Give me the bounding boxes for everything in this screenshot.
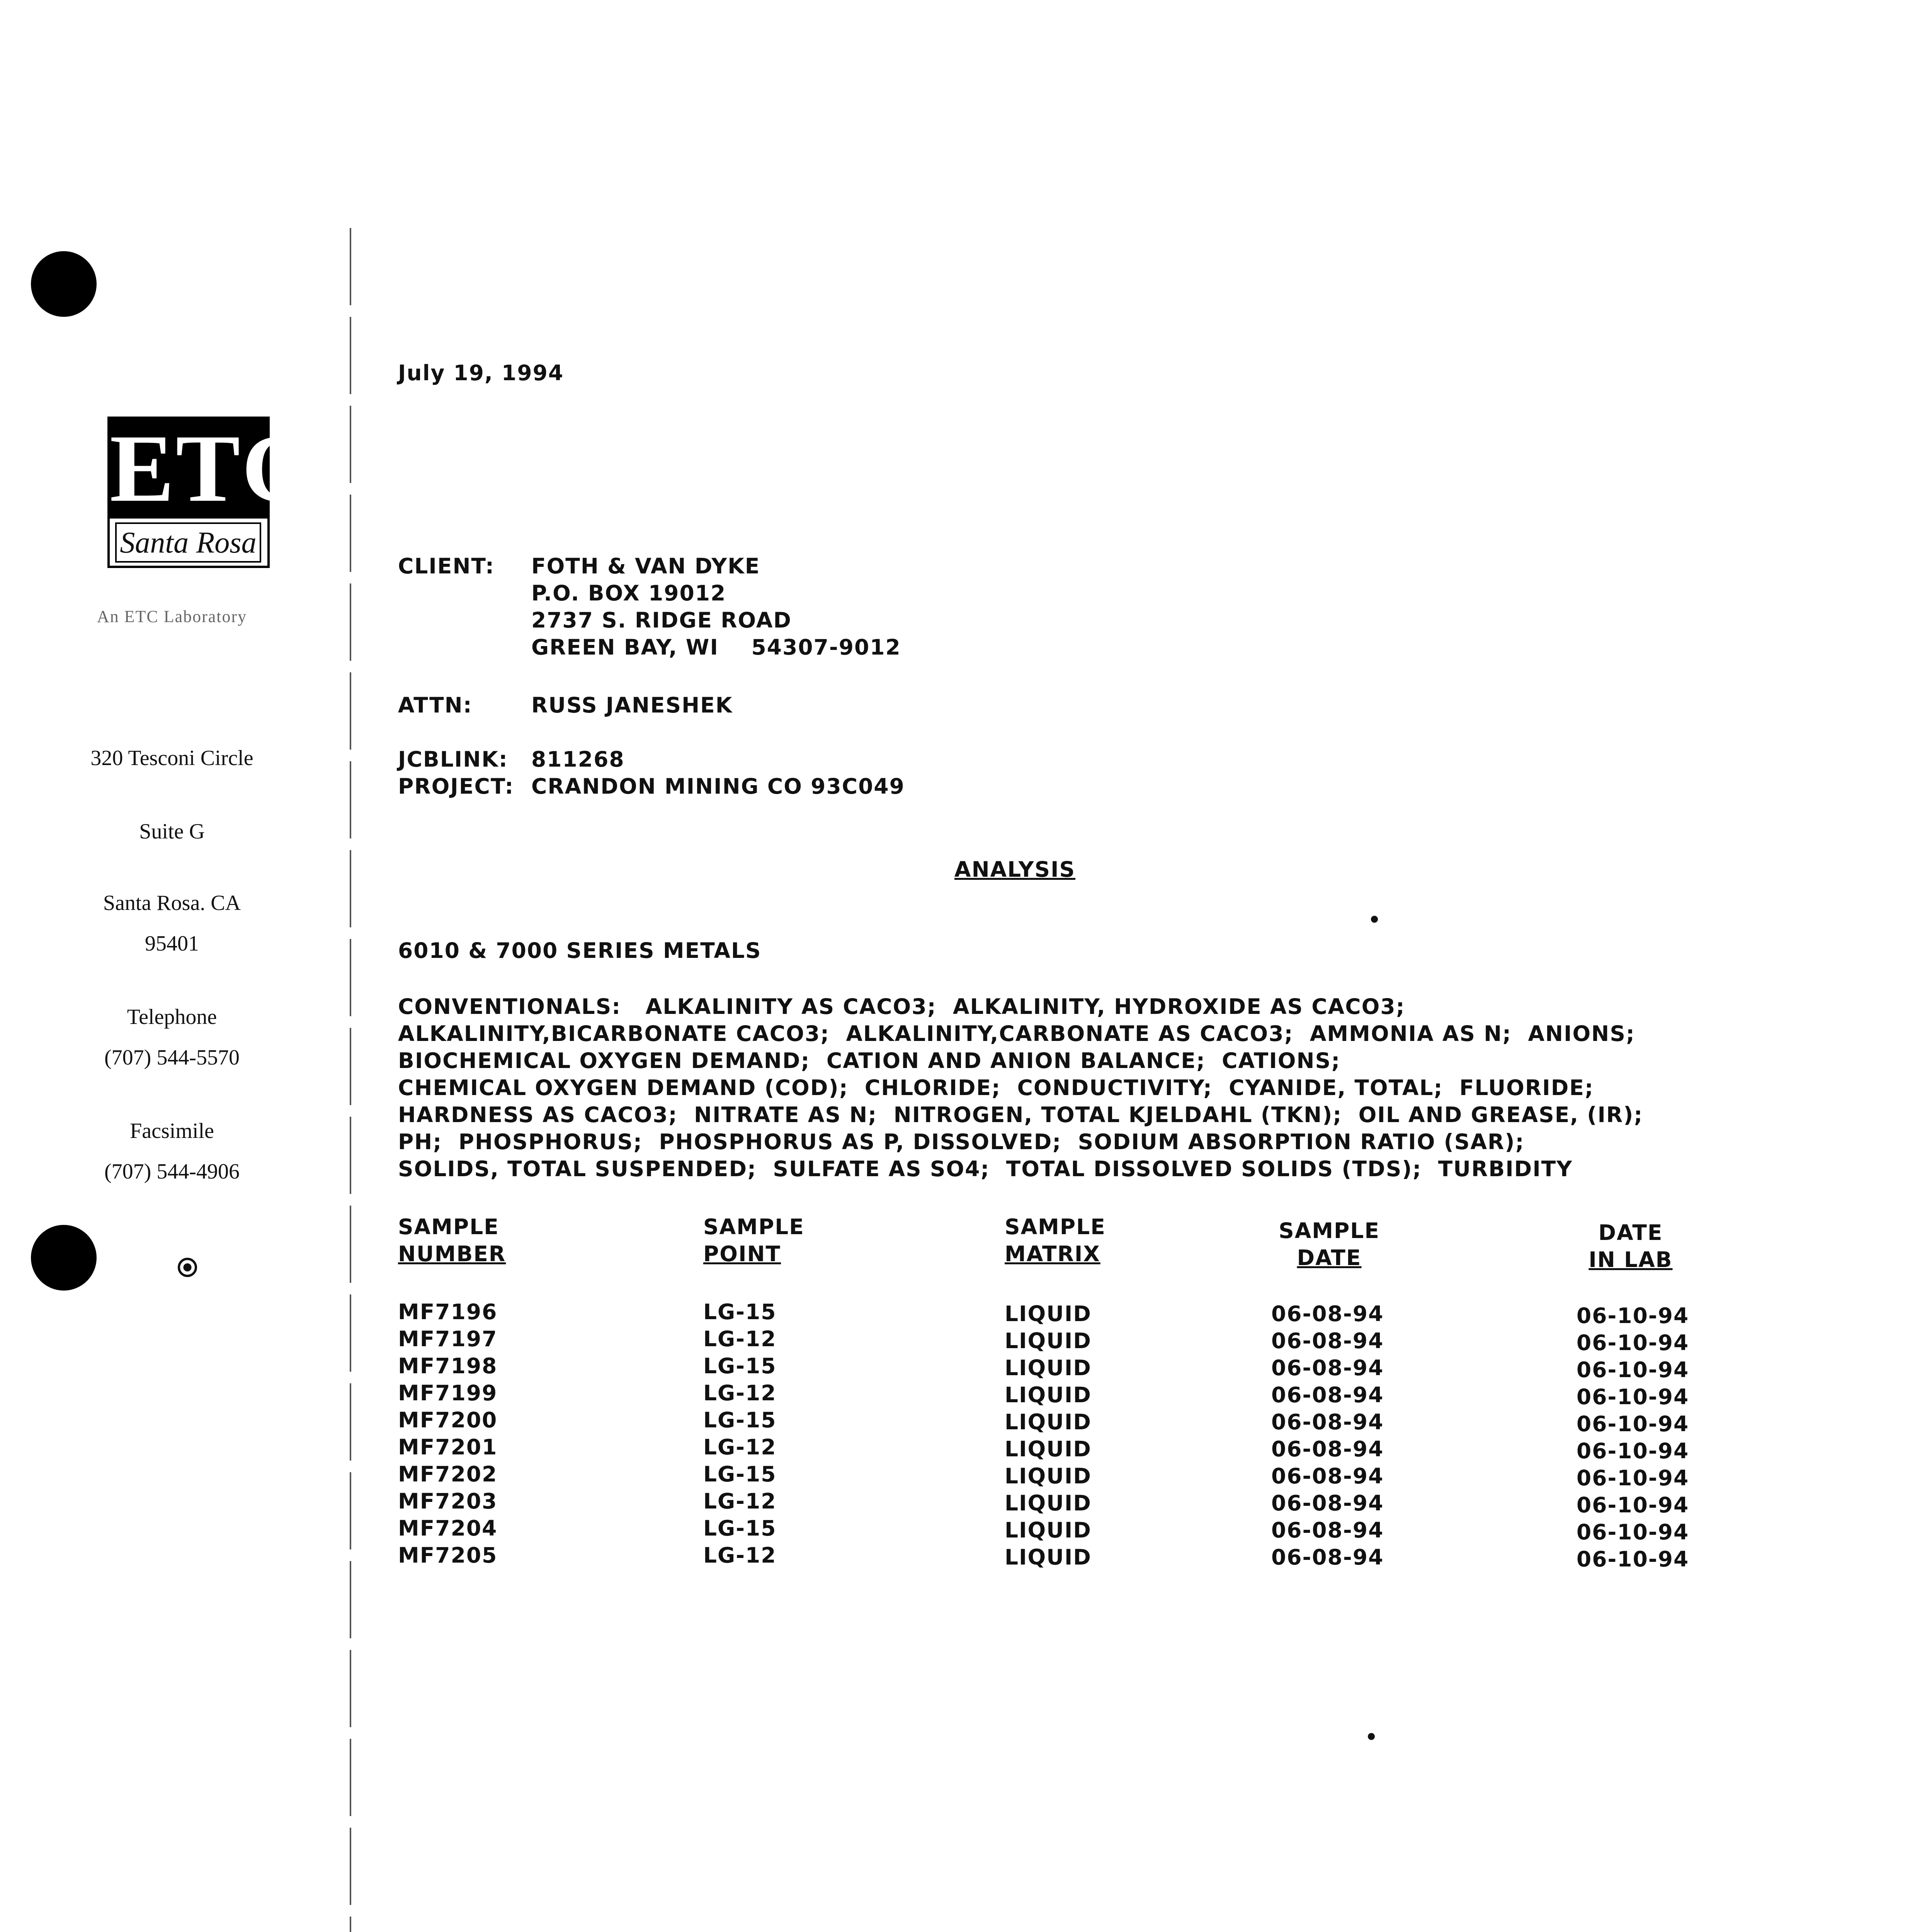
cell-sample-date: 06-08-94 — [1271, 1410, 1384, 1434]
project-value: CRANDON MINING CO 93C049 — [531, 774, 905, 799]
hole-punch-top — [31, 251, 97, 317]
col-header-bottom: POINT — [703, 1242, 781, 1266]
logo-main: ETC — [110, 415, 313, 522]
cell-sample-point: LG-15 — [703, 1516, 777, 1541]
cell-sample-matrix: LIQUID — [1005, 1464, 1092, 1488]
cell-sample-point: LG-12 — [703, 1435, 777, 1459]
cell-sample-matrix: LIQUID — [1005, 1437, 1092, 1461]
analysis-title: ANALYSIS — [954, 857, 1076, 882]
client-pobox: P.O. BOX 19012 — [531, 581, 726, 605]
cell-sample-date: 06-08-94 — [1271, 1491, 1384, 1515]
col-header-top: SAMPLE — [398, 1214, 499, 1239]
address-suite: Suite G — [139, 820, 205, 844]
cell-sample-number: MF7202 — [398, 1462, 498, 1486]
telephone-label: Telephone — [127, 1005, 217, 1029]
cell-sample-point: LG-12 — [703, 1327, 777, 1351]
cell-sample-date: 06-08-94 — [1271, 1464, 1384, 1488]
col-header-sample-matrix — [1005, 1213, 1106, 1267]
cell-sample-number: MF7197 — [398, 1327, 498, 1351]
jcblink-value: 811268 — [531, 747, 625, 772]
cell-sample-matrix: LIQUID — [1005, 1301, 1092, 1326]
letter-date: July 19, 1994 — [398, 361, 564, 385]
cell-sample-date: 06-08-94 — [1271, 1355, 1384, 1380]
cell-date-in-lab: 06-10-94 — [1577, 1303, 1689, 1328]
cell-sample-matrix: LIQUID — [1005, 1383, 1092, 1407]
col-header-bottom: MATRIX — [1005, 1242, 1100, 1266]
cell-sample-number: MF7196 — [398, 1299, 498, 1324]
cell-date-in-lab: 06-10-94 — [1577, 1466, 1689, 1490]
cell-sample-matrix: LIQUID — [1005, 1328, 1092, 1353]
address-city: Santa Rosa. CA — [103, 891, 241, 915]
cell-sample-date: 06-08-94 — [1271, 1518, 1384, 1543]
cell-sample-point: LG-12 — [703, 1381, 777, 1405]
cell-date-in-lab: 06-10-94 — [1577, 1493, 1689, 1517]
cell-sample-number: MF7199 — [398, 1381, 498, 1405]
conventionals-line: SOLIDS, TOTAL SUSPENDED; SULFATE AS SO4; TOTAL DISSOLVED SOLIDS (TDS); TURBIDITY — [398, 1156, 1573, 1181]
address-zip: 95401 — [145, 932, 199, 956]
cell-sample-number: MF7204 — [398, 1516, 498, 1541]
attn-label: ATTN: — [398, 693, 473, 718]
col-header-bottom: IN LAB — [1588, 1247, 1673, 1272]
cell-sample-date: 06-08-94 — [1271, 1328, 1384, 1353]
cell-date-in-lab: 06-10-94 — [1577, 1439, 1689, 1463]
conventionals-line: CONVENTIONALS: ALKALINITY AS CACO3; ALKALINITY, HYDROXIDE AS CACO3; — [398, 994, 1405, 1019]
col-header-sample-number — [398, 1213, 506, 1267]
col-header-top: DATE — [1598, 1220, 1663, 1245]
telephone-number: (707) 544-5570 — [104, 1046, 240, 1070]
analysis-series: 6010 & 7000 SERIES METALS — [398, 938, 762, 963]
cell-sample-number: MF7205 — [398, 1543, 498, 1568]
client-label: CLIENT: — [398, 554, 495, 578]
cell-date-in-lab: 06-10-94 — [1577, 1547, 1689, 1571]
col-header-sample-point — [703, 1213, 804, 1267]
cell-sample-number: MF7200 — [398, 1408, 498, 1432]
cell-sample-date: 06-08-94 — [1271, 1301, 1384, 1326]
facsimile-label: Facsimile — [130, 1119, 214, 1143]
cell-sample-date: 06-08-94 — [1271, 1383, 1384, 1407]
stray-dot — [1368, 1733, 1375, 1740]
col-header-top: SAMPLE — [1005, 1214, 1106, 1239]
cell-sample-matrix: LIQUID — [1005, 1491, 1092, 1515]
col-header-top: SAMPLE — [703, 1214, 804, 1239]
col-header-sample-date — [1271, 1217, 1387, 1271]
tagline: An ETC Laboratory — [97, 607, 247, 626]
conventionals-line: CHEMICAL OXYGEN DEMAND (COD); CHLORIDE; CONDUCTIVITY; CYANIDE, TOTAL; FLUORIDE; — [398, 1075, 1594, 1100]
cell-sample-point: LG-15 — [703, 1408, 777, 1432]
client-street: 2737 S. RIDGE ROAD — [531, 608, 792, 633]
cell-sample-number: MF7203 — [398, 1489, 498, 1514]
conventionals-line: BIOCHEMICAL OXYGEN DEMAND; CATION AND ANION BALANCE; CATIONS; — [398, 1048, 1341, 1073]
client-name: FOTH & VAN DYKE — [531, 554, 760, 578]
cell-sample-point: LG-15 — [703, 1462, 777, 1486]
etc-logo — [107, 415, 313, 568]
address-street: 320 Tesconi Circle — [90, 746, 253, 770]
conventionals-line: PH; PHOSPHORUS; PHOSPHORUS AS P, DISSOLVED; SODIUM ABSORPTION RATIO (SAR); — [398, 1129, 1525, 1154]
col-header-date-in-lab — [1573, 1219, 1689, 1273]
cell-sample-number: MF7198 — [398, 1354, 498, 1378]
cell-sample-point: LG-15 — [703, 1354, 777, 1378]
logo-sub: Santa Rosa — [115, 522, 261, 563]
cell-date-in-lab: 06-10-94 — [1577, 1330, 1689, 1355]
cell-sample-point: LG-15 — [703, 1299, 777, 1324]
client-city: GREEN BAY, WI 54307-9012 — [531, 635, 901, 660]
cell-sample-matrix: LIQUID — [1005, 1355, 1092, 1380]
cell-sample-point: LG-12 — [703, 1489, 777, 1514]
cell-sample-matrix: LIQUID — [1005, 1410, 1092, 1434]
col-header-bottom: NUMBER — [398, 1242, 506, 1266]
hole-punch-middle — [31, 1225, 97, 1291]
cell-sample-date: 06-08-94 — [1271, 1545, 1384, 1570]
facsimile-number: (707) 544-4906 — [104, 1160, 240, 1184]
attn-name: RUSS JANESHEK — [531, 693, 733, 718]
union-bug-icon — [178, 1258, 197, 1277]
col-header-bottom: DATE — [1297, 1245, 1362, 1270]
stray-dot — [1371, 916, 1378, 923]
margin-rule — [350, 228, 351, 1932]
cell-sample-matrix: LIQUID — [1005, 1518, 1092, 1543]
conventionals-line: HARDNESS AS CACO3; NITRATE AS N; NITROGEN, TOTAL KJELDAHL (TKN); OIL AND GREASE, (IR); — [398, 1102, 1643, 1127]
cell-date-in-lab: 06-10-94 — [1577, 1412, 1689, 1436]
cell-date-in-lab: 06-10-94 — [1577, 1520, 1689, 1544]
cell-date-in-lab: 06-10-94 — [1577, 1384, 1689, 1409]
jcblink-label: JCBLINK: — [398, 747, 508, 772]
col-header-top: SAMPLE — [1279, 1218, 1380, 1243]
project-label: PROJECT: — [398, 774, 514, 799]
cell-sample-point: LG-12 — [703, 1543, 777, 1568]
cell-sample-matrix: LIQUID — [1005, 1545, 1092, 1570]
cell-sample-number: MF7201 — [398, 1435, 498, 1459]
cell-date-in-lab: 06-10-94 — [1577, 1357, 1689, 1382]
cell-sample-date: 06-08-94 — [1271, 1437, 1384, 1461]
conventionals-line: ALKALINITY,BICARBONATE CACO3; ALKALINITY,CARBONATE AS CACO3; AMMONIA AS N; ANIONS; — [398, 1021, 1635, 1046]
